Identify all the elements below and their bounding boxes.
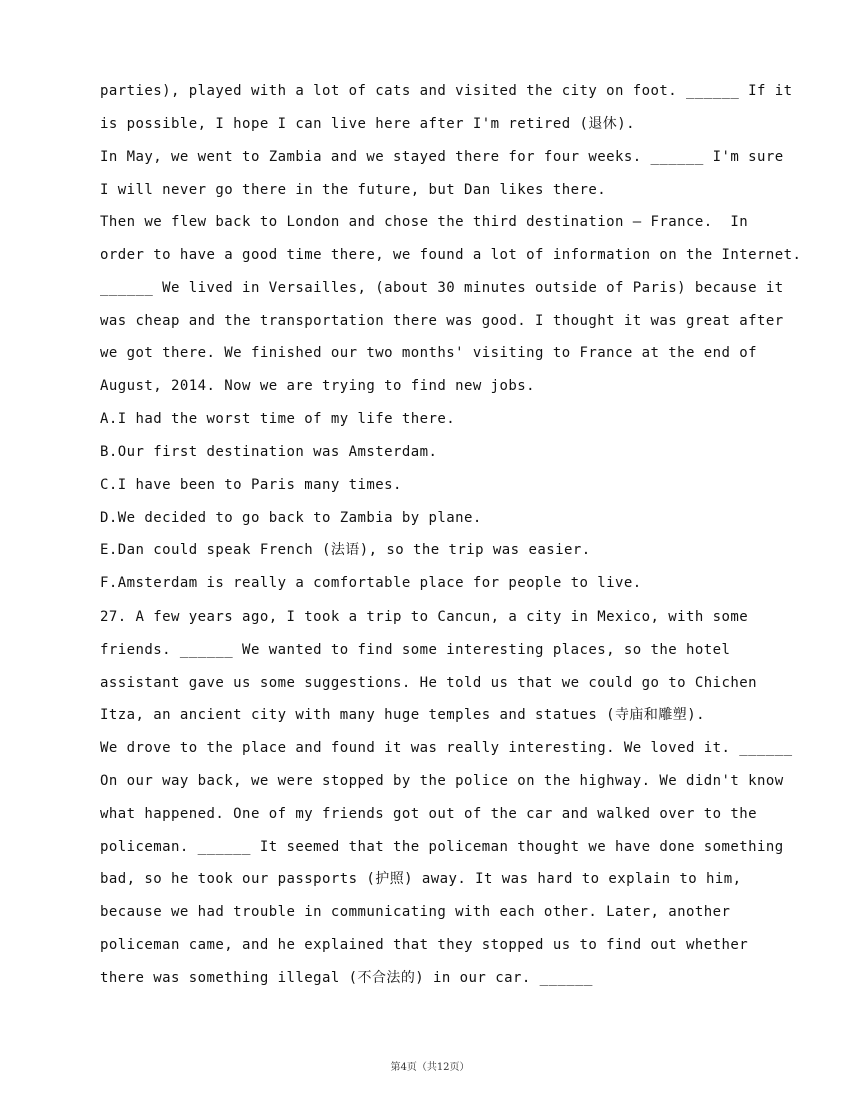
option-c: C.I have been to Paris many times. bbox=[100, 477, 402, 493]
text-line: In May, we went to Zambia and we stayed there for four weeks. ______ I'm sure bbox=[100, 149, 784, 165]
text-line: is possible, I hope I can live here after I'm retired (退休). bbox=[100, 116, 635, 132]
question-27-line: 27. A few years ago, I took a trip to Cancun, a city in Mexico, with some bbox=[100, 609, 749, 625]
text-line: parties), played with a lot of cats and visited the city on foot. ______ If it bbox=[100, 83, 793, 99]
option-d: D.We decided to go back to Zambia by plane. bbox=[100, 510, 482, 526]
page-number-footer: 第4页（共12页） bbox=[390, 1062, 470, 1073]
text-line: order to have a good time there, we found a lot of information on the Internet. bbox=[100, 247, 802, 263]
text-line: We drove to the place and found it was really interesting. We loved it. ______ bbox=[100, 740, 793, 756]
text-line: policeman. ______ It seemed that the policeman thought we have done something bbox=[100, 839, 784, 855]
option-e: E.Dan could speak French (法语), so the trip was easier. bbox=[100, 542, 591, 558]
text-line: Itza, an ancient city with many huge temples and statues (寺庙和雕塑). bbox=[100, 707, 705, 723]
text-line: Then we flew back to London and chose the third destination — France. In bbox=[100, 214, 749, 230]
text-line: because we had trouble in communicating with each other. Later, another bbox=[100, 904, 731, 920]
text-line: assistant gave us some suggestions. He told us that we could go to Chichen bbox=[100, 675, 758, 691]
option-f: F.Amsterdam is really a comfortable place for people to live. bbox=[100, 575, 642, 591]
text-line: was cheap and the transportation there was good. I thought it was great after bbox=[100, 313, 784, 329]
text-line: policeman came, and he explained that they stopped us to find out whether bbox=[100, 937, 749, 953]
option-b: B.Our first destination was Amsterdam. bbox=[100, 444, 438, 460]
text-line: I will never go there in the future, but Dan likes there. bbox=[100, 182, 607, 198]
option-a: A.I had the worst time of my life there. bbox=[100, 411, 456, 427]
text-line: what happened. One of my friends got out of the car and walked over to the bbox=[100, 806, 758, 822]
text-line: August, 2014. Now we are trying to find new jobs. bbox=[100, 378, 536, 394]
text-line: there was something illegal (不合法的) in our car. ______ bbox=[100, 970, 593, 986]
text-line: bad, so he took our passports (护照) away. It was hard to explain to him, bbox=[100, 871, 742, 887]
text-line: On our way back, we were stopped by the police on the highway. We didn't know bbox=[100, 773, 784, 789]
text-line: ______ We lived in Versailles, (about 30 minutes outside of Paris) because it bbox=[100, 280, 784, 296]
text-line: we got there. We finished our two months' visiting to France at the end of bbox=[100, 345, 758, 361]
text-line: friends. ______ We wanted to find some interesting places, so the hotel bbox=[100, 642, 731, 658]
